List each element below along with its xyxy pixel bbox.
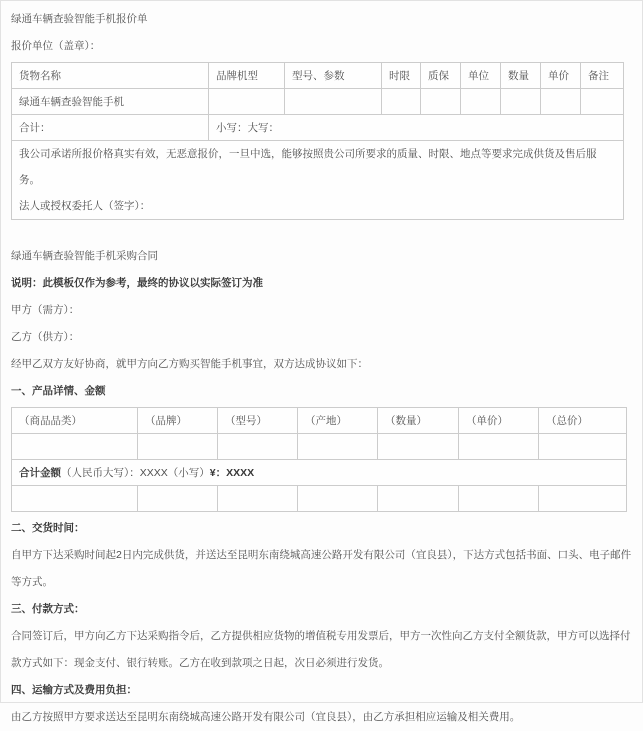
quote-header-unit: 单位 — [461, 63, 501, 89]
signer-line: 法人或授权委托人（签字）： — [19, 200, 151, 212]
quote-total-row — [12, 115, 624, 141]
quote-commitment-row — [12, 141, 624, 220]
quote-header-warranty: 质保 — [421, 63, 461, 89]
empty-cell — [298, 486, 378, 512]
product-header-quantity: （数量） — [378, 408, 459, 434]
product-table — [11, 407, 627, 512]
contract-intro: 经甲乙双方友好协商，就甲方向乙方购买智能手机事宜，双方达成协议如下： — [11, 358, 368, 370]
empty-cell — [209, 89, 285, 115]
empty-cell — [461, 89, 501, 115]
empty-cell — [12, 434, 138, 460]
section4-body: 由乙方按照甲方要求送达至昆明东南绕城高速公路开发有限公司（宜良县），由乙方承担相应运输及相关费用。 — [11, 711, 521, 723]
empty-cell — [541, 89, 581, 115]
quote-header-time-limit: 时限 — [382, 63, 421, 89]
empty-cell — [382, 89, 421, 115]
quote-header-unit-price: 单价 — [541, 63, 581, 89]
quote-header-goods-name: 货物名称 — [12, 63, 209, 89]
contract-note: 说明：此模板仅作为参考，最终的协议以实际签订为准 — [11, 277, 263, 289]
quote-header-row — [12, 63, 624, 89]
empty-cell — [539, 486, 627, 512]
empty-cell — [285, 89, 382, 115]
section1-heading: 一、产品详情、金额 — [11, 385, 106, 397]
quote-header-quantity: 数量 — [501, 63, 541, 89]
empty-cell — [581, 89, 624, 115]
product-total-amount: ¥：XXXX — [209, 467, 255, 479]
product-header-brand: （品牌） — [138, 408, 218, 434]
section2-heading: 二、交货时间： — [11, 522, 85, 534]
section-spacer — [11, 223, 632, 243]
product-header-origin: （产地） — [298, 408, 378, 434]
quote-seal-line: 报价单位（盖章）： — [11, 40, 101, 52]
quote-total-label-cell: 合计： — [12, 115, 209, 141]
quote-commitment-cell — [12, 141, 624, 220]
empty-cell — [421, 89, 461, 115]
product-total-row — [12, 460, 627, 486]
product-empty-row — [12, 486, 627, 512]
product-header-total-price: （总价） — [539, 408, 627, 434]
product-header-model: （型号） — [218, 408, 298, 434]
quote-table — [11, 62, 624, 220]
quote-item-row — [12, 89, 624, 115]
empty-cell — [378, 486, 459, 512]
section3-heading: 三、付款方式： — [11, 603, 85, 615]
section4-heading: 四、运输方式及费用负担： — [11, 684, 137, 696]
empty-cell — [459, 486, 539, 512]
empty-cell — [218, 434, 298, 460]
quote-header-remarks: 备注 — [581, 63, 624, 89]
empty-cell — [218, 486, 298, 512]
quote-header-brand-model: 品牌机型 — [209, 63, 285, 89]
empty-cell — [138, 434, 218, 460]
product-total-prefix: 合计金额 — [19, 467, 61, 479]
empty-cell — [501, 89, 541, 115]
quote-total-detail-cell: 小写：大写： — [209, 115, 624, 141]
product-header-category: （商品品类） — [12, 408, 138, 434]
quote-item-name-cell: 绿通车辆查验智能手机 — [12, 89, 209, 115]
empty-cell — [378, 434, 459, 460]
product-header-row — [12, 408, 627, 434]
product-empty-row — [12, 434, 627, 460]
section2-body: 自甲方下达采购时间起2日内完成供货，并送达至昆明东南绕城高速公路开发有限公司（宜良县），下达方式包括书面、口头、电子邮件等方式。 — [11, 549, 632, 588]
contract-title: 绿通车辆查验智能手机采购合同 — [11, 250, 158, 262]
quote-header-model-params: 型号、参数 — [285, 63, 382, 89]
commitment-text: 我公司承诺所报价格真实有效，无恶意报价，一旦中选，能够按照贵公司所要求的质量、时限、地点等要求完成供货及售后服务。 — [19, 148, 597, 186]
party-a-line: 甲方（需方）： — [11, 304, 80, 316]
quote-title: 绿通车辆查验智能手机报价单 — [11, 13, 148, 25]
party-b-line: 乙方（供方）： — [11, 331, 80, 343]
empty-cell — [539, 434, 627, 460]
product-header-unit-price: （单价） — [459, 408, 539, 434]
product-total-cell — [12, 460, 627, 486]
empty-cell — [298, 434, 378, 460]
product-total-middle: （人民币大写）：XXXX（小写） — [61, 467, 210, 479]
empty-cell — [459, 434, 539, 460]
empty-cell — [138, 486, 218, 512]
empty-cell — [12, 486, 138, 512]
section3-body: 合同签订后，甲方向乙方下达采购指令后，乙方提供相应货物的增值税专用发票后，甲方一次性向乙方支付全额货款，甲方可以选择付款方式如下：现金支付、银行转账。乙方在收到款项之日起，次日必须进行发货。 — [11, 630, 631, 669]
